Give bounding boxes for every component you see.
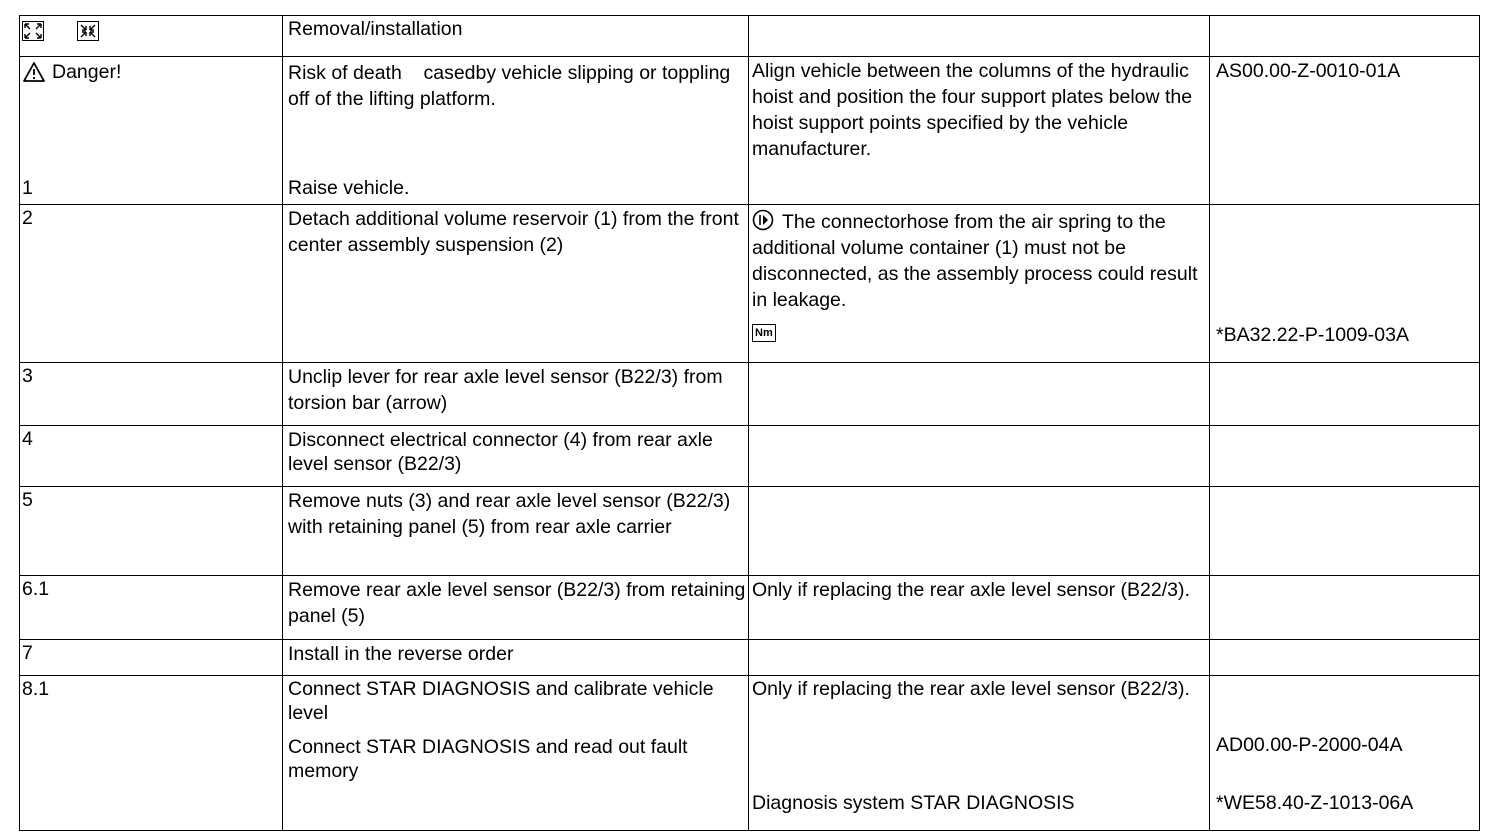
step-number: 5 bbox=[22, 489, 33, 511]
header-icons-cell bbox=[20, 16, 283, 57]
table-row bbox=[20, 57, 1480, 205]
step-number: 2 bbox=[22, 207, 33, 229]
note-text: Align vehicle between the columns of the hydraulic hoist and position the four support plates below the hoist support points specified by the vehicle manufacturer. bbox=[752, 60, 1193, 160]
step-number: 8.1 bbox=[22, 678, 50, 700]
danger-text: Risk of death casedby vehicle slipping or toppling off of the lifting platform. bbox=[288, 62, 736, 110]
step-text: Raise vehicle. bbox=[288, 177, 410, 199]
reference-link[interactable]: *BA32.22-P-1009-03A bbox=[1216, 324, 1409, 346]
note-text: Only if replacing the rear axle level sensor (B22/3). bbox=[752, 678, 1190, 700]
danger-label: Danger! bbox=[52, 61, 122, 83]
step-text: Unclip lever for rear axle level sensor (B22/3) from torsion bar (arrow) bbox=[288, 366, 723, 414]
torque-nm-icon[interactable]: Nm bbox=[752, 324, 776, 342]
step-text: Connect STAR DIAGNOSIS and read out fault memory bbox=[288, 736, 688, 782]
table-row bbox=[20, 363, 1480, 426]
step-text: Remove rear axle level sensor (B22/3) from retaining panel (5) bbox=[288, 579, 746, 627]
expand-icon[interactable] bbox=[22, 21, 44, 41]
table-header-row bbox=[20, 16, 1480, 57]
table-row bbox=[20, 205, 1480, 363]
table-row bbox=[20, 676, 1480, 831]
section-title: Removal/installation bbox=[288, 18, 463, 40]
reference-link[interactable]: AD00.00-P-2000-04A bbox=[1216, 734, 1403, 756]
note-text: The connectorhose from the air spring to the additional volume container (1) must not be disconnected, as the assembly process could result in leakage. bbox=[752, 211, 1198, 311]
procedure-table bbox=[19, 15, 1480, 831]
table-row bbox=[20, 426, 1480, 487]
reference-link[interactable]: *WE58.40-Z-1013-06A bbox=[1216, 792, 1414, 814]
step-text: Disconnect electrical connector (4) from rear axle level sensor (B22/3) bbox=[288, 429, 713, 475]
step-number: 6.1 bbox=[22, 578, 50, 600]
reference-link[interactable]: AS00.00-Z-0010-01A bbox=[1216, 60, 1401, 82]
step-text: Remove nuts (3) and rear axle level sensor (B22/3) with retaining panel (5) from rear axle carrier bbox=[288, 490, 731, 538]
warning-icon bbox=[22, 61, 46, 83]
note-text: Only if replacing the rear axle level sensor (B22/3). bbox=[752, 579, 1190, 601]
step-text: Install in the reverse order bbox=[288, 643, 514, 665]
step-text: Connect STAR DIAGNOSIS and calibrate vehicle level bbox=[288, 678, 714, 724]
collapse-icon[interactable] bbox=[77, 21, 99, 41]
step-number: 7 bbox=[22, 642, 33, 664]
table-row bbox=[20, 576, 1480, 640]
note-arrow-icon bbox=[752, 209, 774, 231]
step-text: Detach additional volume reservoir (1) from the front center assembly suspension (2) bbox=[288, 208, 739, 256]
header-title-cell bbox=[283, 16, 749, 57]
step-number: 1 bbox=[22, 177, 33, 199]
step-number: 3 bbox=[22, 365, 33, 387]
table-row bbox=[20, 487, 1480, 576]
table-row bbox=[20, 640, 1480, 676]
step-number: 4 bbox=[22, 428, 33, 450]
note-text: Diagnosis system STAR DIAGNOSIS bbox=[752, 792, 1075, 814]
